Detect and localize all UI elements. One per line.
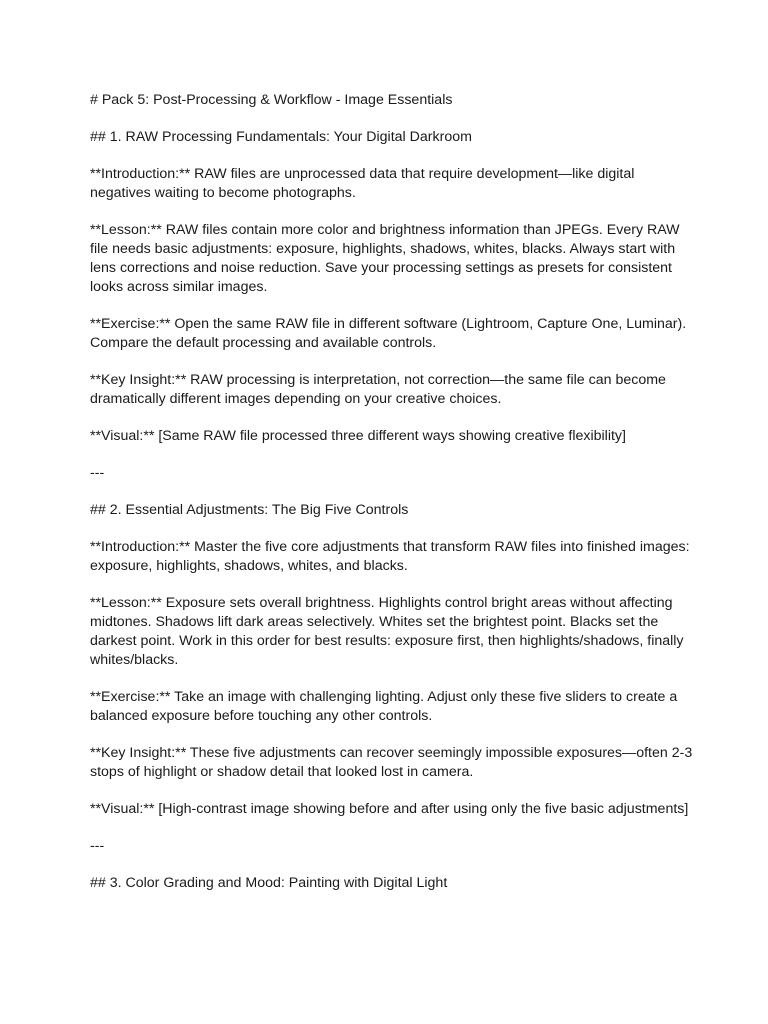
document-paragraph <box>90 427 690 446</box>
text-line: ## 1. RAW Processing Fundamentals: Your Digital Darkroom <box>90 129 472 146</box>
text-line: negatives waiting to become photographs. <box>90 185 356 202</box>
text-line: --- <box>90 838 105 855</box>
text-line: **Introduction:** RAW files are unprocessed data that require development—like digital <box>90 166 635 183</box>
text-line: dramatically different images depending on your creative choices. <box>90 390 502 407</box>
document-paragraph <box>90 744 693 782</box>
text-line: **Visual:** [High-contrast image showing before and after using only the five basic adjustments] <box>90 801 689 817</box>
text-line: file needs basic adjustments: exposure, highlights, shadows, whites, blacks. Always start with <box>90 241 676 258</box>
text-line: looks across similar images. <box>90 278 268 295</box>
text-line: --- <box>90 465 105 482</box>
document-paragraph <box>90 874 690 893</box>
text-line: **Key Insight:** RAW processing is interpretation, not correction—the same file can become <box>90 371 666 388</box>
text-line: midtones. Shadows lift dark areas selectively. Whites set the brightest point. Blacks set the <box>90 614 659 631</box>
document-paragraph <box>90 501 690 520</box>
text-line: whites/blacks. <box>90 651 179 668</box>
document-paragraph <box>90 128 690 147</box>
text-line: # Pack 5: Post-Processing & Workflow - Image Essentials <box>90 92 453 108</box>
document-paragraph <box>90 594 690 669</box>
document-paragraph <box>90 221 690 296</box>
text-line: **Visual:** [Same RAW file processed three different ways showing creative flexibility] <box>90 427 626 444</box>
text-line: balanced exposure before touching any other controls. <box>90 707 433 724</box>
document-paragraph <box>90 371 690 409</box>
document-paragraph <box>90 800 690 819</box>
document-paragraph <box>90 538 690 576</box>
text-line: darkest point. Work in this order for best results: exposure first, then highlights/shadows, finally <box>90 633 684 650</box>
text-line: **Lesson:** Exposure sets overall brightness. Highlights control bright areas without affecting <box>90 595 673 612</box>
text-line: **Lesson:** RAW files contain more color and brightness information than JPEGs. Every RAW <box>90 222 680 239</box>
text-line: **Exercise:** Open the same RAW file in different software (Lightroom, Capture One, Luminar). <box>90 315 687 332</box>
text-line: **Exercise:** Take an image with challenging lighting. Adjust only these five sliders to create a <box>90 689 678 706</box>
document-paragraph <box>90 464 690 483</box>
text-line: stops of highlight or shadow detail that looked lost in camera. <box>90 763 474 780</box>
text-line: **Introduction:** Master the five core adjustments that transform RAW files into finished images: <box>90 539 690 556</box>
document-paragraph <box>90 688 690 726</box>
text-line: **Key Insight:** These five adjustments can recover seemingly impossible exposures—often 2-3 <box>90 745 693 762</box>
document-body <box>90 91 693 912</box>
text-line: lens corrections and noise reduction. Save your processing settings as presets for consistent <box>90 259 672 276</box>
text-line: ## 2. Essential Adjustments: The Big Five Controls <box>90 502 409 519</box>
text-line: Compare the default processing and available controls. <box>90 334 437 351</box>
text-line: exposure, highlights, shadows, whites, and blacks. <box>90 558 408 575</box>
text-line: ## 3. Color Grading and Mood: Painting with Digital Light <box>90 875 448 892</box>
document-paragraph <box>90 837 690 856</box>
document-paragraph <box>90 91 690 110</box>
document-paragraph <box>90 165 690 203</box>
document-paragraph <box>90 315 690 353</box>
